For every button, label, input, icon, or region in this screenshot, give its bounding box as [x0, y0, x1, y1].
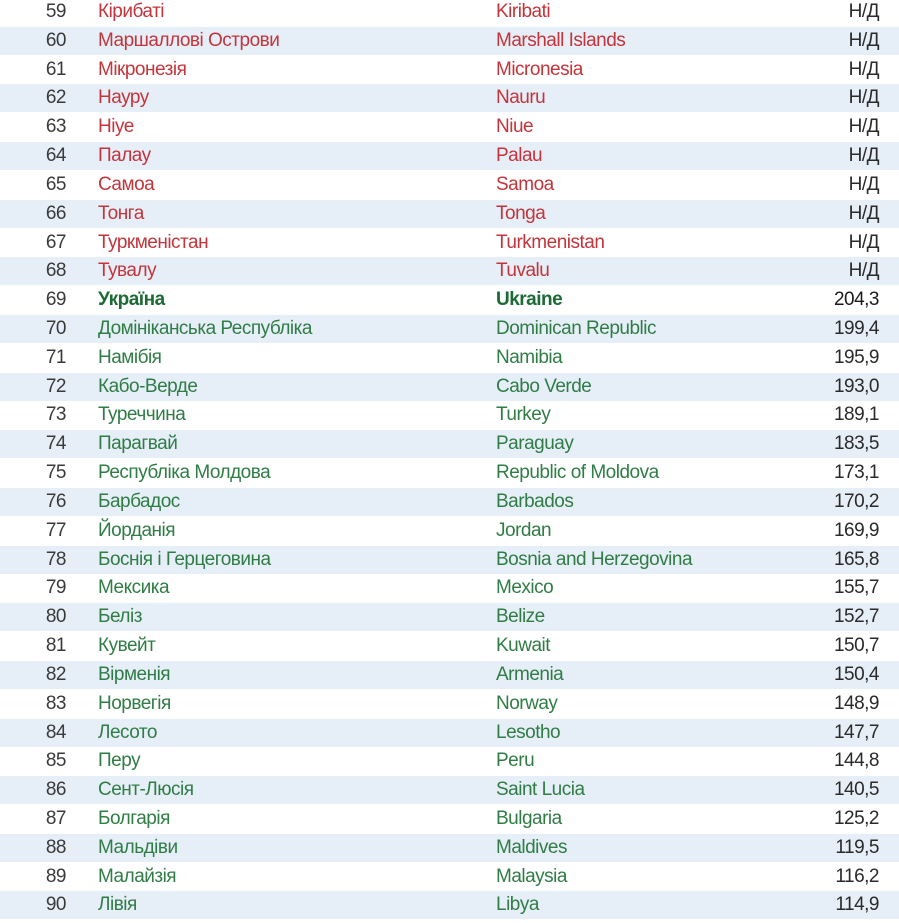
rank-number: 67	[45, 231, 66, 253]
country-name-english: Lesotho	[496, 721, 561, 743]
country-name-english: Peru	[496, 750, 535, 772]
rank-number: 75	[45, 462, 66, 484]
table-row	[0, 776, 899, 804]
rank-number: 73	[45, 404, 66, 426]
country-name-english: Republic of Moldova	[496, 462, 659, 484]
rank-number: 69	[45, 289, 66, 311]
country-name-english: Jordan	[496, 519, 552, 541]
indicator-value: 204,3	[833, 289, 879, 311]
country-name-ukrainian: Вірменія	[98, 663, 171, 685]
country-name-english: Bosnia and Herzegovina	[496, 548, 693, 570]
country-name-ukrainian: Республіка Молдова	[98, 462, 271, 484]
rank-number: 81	[45, 635, 66, 657]
indicator-value: 116,2	[835, 865, 879, 887]
rank-number: 63	[45, 116, 66, 138]
rank-number: 60	[45, 29, 66, 51]
table-row	[0, 719, 899, 747]
indicator-value: 199,4	[833, 318, 879, 340]
indicator-value: Н/Д	[848, 58, 879, 80]
indicator-value: 170,2	[833, 490, 879, 512]
table-row	[0, 603, 899, 631]
rank-number: 85	[45, 750, 66, 772]
table-row	[0, 315, 899, 343]
table-row	[0, 401, 899, 429]
country-name-english: Kuwait	[496, 635, 551, 657]
indicator-value: 189,1	[833, 404, 879, 426]
country-name-english: Barbados	[496, 490, 574, 512]
rank-number: 88	[45, 836, 66, 858]
country-name-ukrainian: Кабо-Верде	[98, 375, 198, 397]
country-name-ukrainian: Мікронезія	[98, 58, 187, 80]
country-name-english: Palau	[496, 145, 543, 167]
indicator-value: 125,2	[833, 807, 879, 829]
country-name-ukrainian: Лесото	[98, 721, 157, 743]
country-name-ukrainian: Палау	[98, 145, 151, 167]
country-name-english: Norway	[496, 692, 558, 714]
country-name-ukrainian: Барбадос	[98, 490, 180, 512]
country-name-ukrainian: Кірибаті	[98, 1, 164, 22]
indicator-value: 119,5	[835, 836, 879, 858]
indicator-value: 169,9	[833, 519, 879, 541]
country-name-ukrainian: Ніуе	[98, 116, 134, 138]
table-row	[0, 286, 899, 314]
table-row	[0, 747, 899, 775]
table-row	[0, 142, 899, 170]
country-name-english: Namibia	[496, 346, 563, 368]
rank-number: 74	[45, 433, 66, 455]
indicator-value: 165,8	[833, 548, 879, 570]
table-row	[0, 488, 899, 516]
rank-number: 84	[45, 721, 66, 743]
country-name-english: Ukraine	[496, 289, 563, 311]
country-name-ukrainian: Мексика	[98, 577, 170, 599]
country-name-ukrainian: Домініканська Республіка	[98, 318, 312, 340]
country-name-english: Nauru	[496, 87, 546, 109]
country-name-ukrainian: Йорданія	[98, 519, 176, 541]
country-name-english: Armenia	[496, 663, 564, 685]
rank-number: 77	[45, 519, 66, 541]
country-name-english: Marshall Islands	[496, 29, 626, 51]
rank-number: 78	[45, 548, 66, 570]
table-row	[0, 56, 899, 84]
indicator-value: Н/Д	[848, 260, 879, 282]
table-row	[0, 373, 899, 401]
table-row	[0, 84, 899, 112]
table-row	[0, 805, 899, 833]
indicator-value: 114,9	[835, 894, 879, 916]
country-name-english: Malaysia	[496, 865, 567, 887]
indicator-value: 147,7	[833, 721, 879, 743]
country-name-ukrainian: Україна	[98, 289, 165, 311]
table-row	[0, 344, 899, 372]
indicator-value: Н/Д	[848, 202, 879, 224]
country-name-english: Belize	[496, 606, 545, 628]
indicator-value: 183,5	[833, 433, 879, 455]
country-name-english: Paraguay	[496, 433, 574, 455]
table-row	[0, 0, 899, 26]
indicator-value: 148,9	[833, 692, 879, 714]
table-row	[0, 27, 899, 55]
country-name-english: Maldives	[496, 836, 567, 858]
rank-number: 62	[45, 87, 66, 109]
country-name-ukrainian: Туреччина	[98, 404, 186, 426]
rank-number: 90	[45, 894, 66, 916]
country-name-ukrainian: Норвегія	[98, 692, 171, 714]
rank-number: 71	[45, 346, 66, 368]
country-name-english: Kiribati	[496, 1, 551, 22]
country-name-ukrainian: Парагвай	[98, 433, 178, 455]
indicator-value: Н/Д	[848, 145, 879, 167]
country-name-english: Turkmenistan	[496, 231, 605, 253]
country-name-english: Tuvalu	[496, 260, 550, 282]
rank-number: 66	[45, 202, 66, 224]
indicator-value: 150,7	[833, 635, 879, 657]
country-name-english: Libya	[496, 894, 539, 916]
table-row	[0, 574, 899, 602]
table-row	[0, 661, 899, 689]
country-name-ukrainian: Лівія	[98, 894, 137, 916]
country-name-ukrainian: Беліз	[98, 606, 142, 628]
country-name-english: Samoa	[496, 173, 554, 195]
indicator-value: Н/Д	[848, 116, 879, 138]
country-name-ukrainian: Болгарія	[98, 807, 170, 829]
rank-number: 76	[45, 490, 66, 512]
rank-number: 86	[45, 779, 66, 801]
country-name-english: Bulgaria	[496, 807, 562, 829]
indicator-value: 173,1	[833, 462, 879, 484]
country-name-english: Cabo Verde	[496, 375, 592, 397]
indicator-value: Н/Д	[848, 231, 879, 253]
rank-number: 64	[45, 145, 66, 167]
table-row	[0, 863, 899, 891]
country-name-ukrainian: Малайзія	[98, 865, 177, 887]
rank-number: 82	[45, 663, 66, 685]
rank-number: 89	[45, 865, 66, 887]
indicator-value: 152,7	[833, 606, 879, 628]
indicator-value: 150,4	[833, 663, 879, 685]
table-row	[0, 517, 899, 545]
rank-number: 68	[45, 260, 66, 282]
country-name-english: Saint Lucia	[496, 779, 585, 801]
country-name-english: Niue	[496, 116, 534, 138]
table-row	[0, 891, 899, 919]
rank-number: 72	[45, 375, 66, 397]
rank-number: 79	[45, 577, 66, 599]
table-row	[0, 200, 899, 228]
country-name-ukrainian: Боснія і Герцеговина	[98, 548, 271, 570]
indicator-value: 144,8	[833, 750, 879, 772]
country-name-ukrainian: Сент-Люсія	[98, 779, 194, 801]
country-name-ukrainian: Кувейт	[98, 635, 156, 657]
rank-number: 70	[45, 318, 66, 340]
country-name-english: Dominican Republic	[496, 318, 656, 340]
table-row	[0, 229, 899, 257]
rank-number: 83	[45, 692, 66, 714]
country-name-english: Tonga	[496, 202, 546, 224]
country-name-ukrainian: Туркменістан	[98, 231, 209, 253]
indicator-value: 193,0	[833, 375, 879, 397]
rank-number: 61	[45, 58, 66, 80]
table-row	[0, 834, 899, 862]
country-name-ukrainian: Самоа	[98, 173, 155, 195]
table-row	[0, 459, 899, 487]
country-name-ukrainian: Тувалу	[98, 260, 157, 282]
country-name-ukrainian: Науру	[98, 87, 149, 109]
rank-number: 80	[45, 606, 66, 628]
indicator-value: Н/Д	[848, 29, 879, 51]
table-row	[0, 171, 899, 199]
indicator-value: 195,9	[833, 346, 879, 368]
indicator-value: Н/Д	[848, 1, 879, 22]
country-name-english: Mexico	[496, 577, 554, 599]
rank-number: 59	[45, 1, 66, 22]
country-name-english: Micronesia	[496, 58, 583, 80]
country-name-ukrainian: Намібія	[98, 346, 162, 368]
table-row	[0, 632, 899, 660]
indicator-value: Н/Д	[848, 87, 879, 109]
indicator-value: 155,7	[833, 577, 879, 599]
country-name-ukrainian: Маршаллові Острови	[98, 29, 280, 51]
table-row	[0, 546, 899, 574]
table-row	[0, 690, 899, 718]
country-name-ukrainian: Мальдіви	[98, 836, 178, 858]
table-row	[0, 430, 899, 458]
country-name-english: Turkey	[496, 404, 551, 426]
table-row	[0, 257, 899, 285]
country-name-ukrainian: Тонга	[98, 202, 144, 224]
indicator-value: 140,5	[833, 779, 879, 801]
rank-number: 87	[45, 807, 66, 829]
country-name-ukrainian: Перу	[98, 750, 141, 772]
table-row	[0, 113, 899, 141]
rank-number: 65	[45, 173, 66, 195]
indicator-value: Н/Д	[848, 173, 879, 195]
